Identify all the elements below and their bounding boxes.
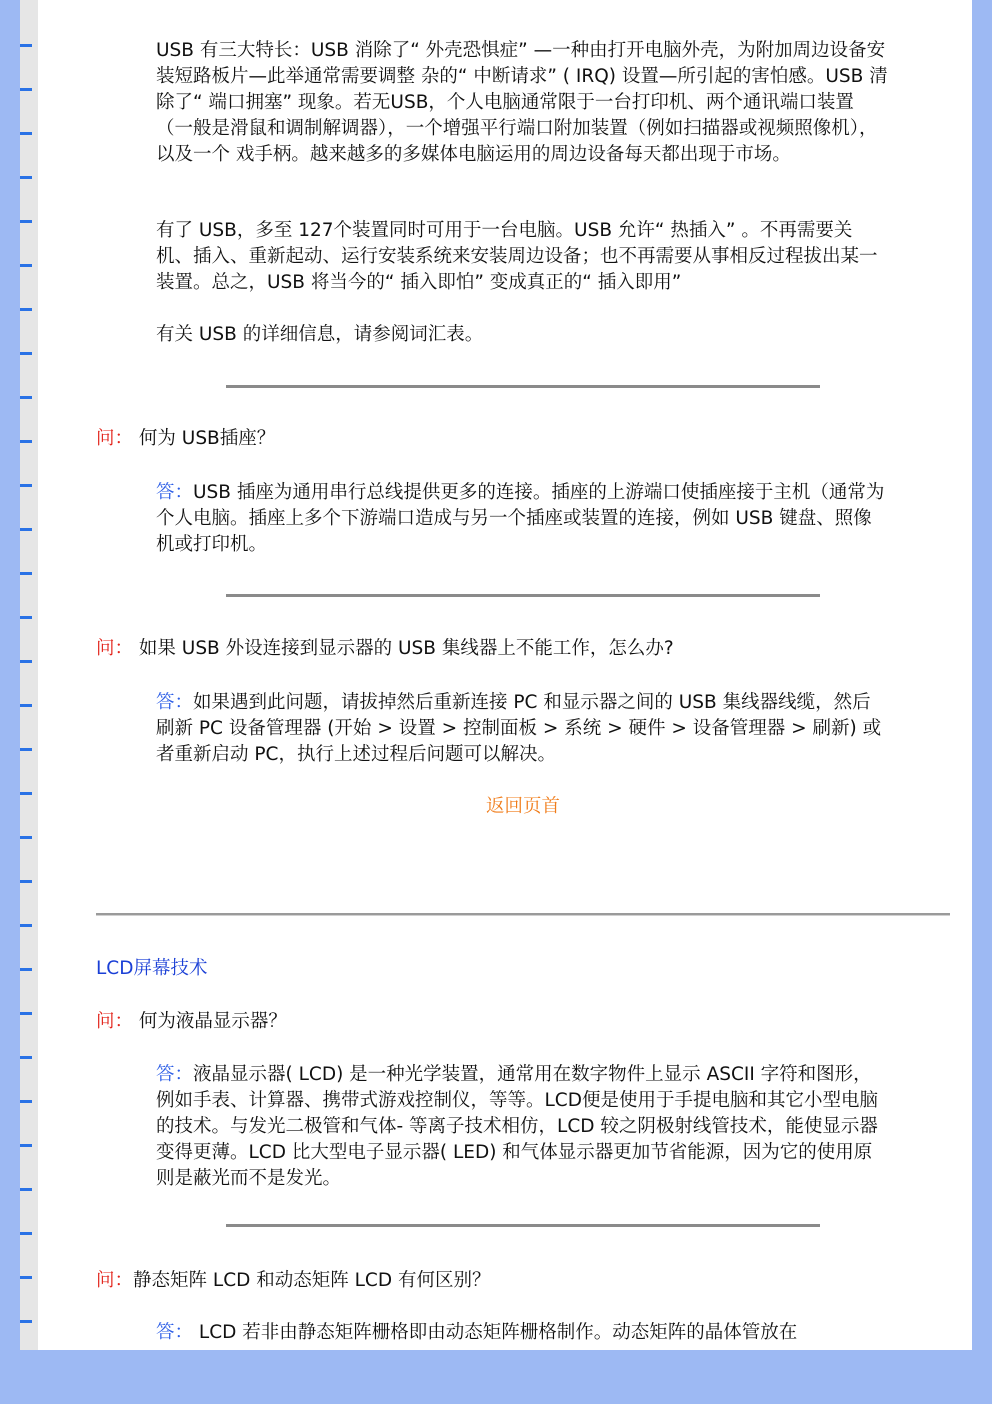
binding-tick: [20, 748, 32, 751]
question-label: 问：: [96, 638, 134, 659]
binding-tick: [20, 1320, 32, 1323]
usb-features-paragraph: USB 有三大特长：USB 消除了“ 外壳恐惧症” —一种由打开电脑外壳，为附加周边设备安装短路板片—此举通常需要调整 杂的“ 中断请求” ( IRQ) 设置—所引起的害怕感。USB 清除了“ 端口拥塞” 现象。若无USB，个人电脑通常限于一台打印机、两个通讯端口装置（一般是滑鼠和调制解调器），一个增强平行端口附加装置（例如扫描器或视频照像机），以及一个 戏手柄。越来越多的多媒体电脑运用的周边设备每天都出现于市场。: [156, 40, 888, 165]
question-text: 何为 USB插座？: [133, 428, 276, 449]
section-divider: [96, 913, 950, 916]
answer-text: USB 插座为通用串行总线提供更多的连接。插座的上游端口使插座接于主机（通常为个人电脑。插座上多个下游端口造成与另一个插座或装置的连接，例如 USB 键盘、照像机或打印机。: [156, 482, 885, 555]
lcd-section-title[interactable]: LCD屏幕技术: [96, 958, 208, 979]
question-usb-hub: [96, 426, 896, 452]
binding-tick: [20, 572, 32, 575]
back-to-top-link[interactable]: 返回页首: [485, 796, 560, 817]
binding-tick: [20, 660, 32, 663]
question-label: 问：: [96, 428, 134, 449]
usb-hot-plug-paragraph: 有了 USB，多至 127个装置同时可用于一台电脑。USB 允许“ 热插入” 。不再需要关机、插入、重新起动、运行安装系统来安装周边设备；也不再需要从事相反过程拔出某一装置。总之，USB 将当今的“ 插入即怕” 变成真正的“ 插入即用”: [156, 220, 878, 293]
binding-tick: [20, 396, 32, 399]
binding-tick: [20, 1100, 32, 1103]
binding-tick: [20, 220, 32, 223]
binding-tick: [20, 88, 32, 91]
binding-tick: [20, 968, 32, 971]
usb-glossary-paragraph: 有关 USB 的详细信息，请参阅词汇表。: [156, 324, 484, 345]
binding-tick: [20, 1012, 32, 1015]
question-what-is-lcd: [96, 1009, 896, 1035]
binding-tick: [20, 176, 32, 179]
answer-passive-active-matrix: [156, 1320, 888, 1346]
question-passive-active-matrix: [96, 1268, 896, 1294]
binding-tick: [20, 616, 32, 619]
binding-tick: [20, 132, 32, 135]
answer-what-is-lcd: [156, 1062, 888, 1192]
question-usb-peripheral: [96, 636, 896, 662]
divider: [226, 1224, 820, 1227]
divider: [226, 594, 820, 597]
answer-usb-peripheral: [156, 690, 888, 768]
binding-tick: [20, 1188, 32, 1191]
answer-text: 如果遇到此问题，请拔掉然后重新连接 PC 和显示器之间的 USB 集线器线缆，然后刷新 PC 设备管理器 (开始 > 设置 > 控制面板 > 系统 > 硬件 > 设备管理器 > 刷新) 或者重新启动 PC，执行上述过程后问题可以解决。: [156, 692, 882, 765]
binding-strip: [20, 0, 38, 1350]
question-label: 问：: [96, 1270, 134, 1291]
binding-tick: [20, 1144, 32, 1147]
question-label: 问：: [96, 1011, 134, 1032]
binding-tick: [20, 264, 32, 267]
binding-tick: [20, 1276, 32, 1279]
binding-tick: [20, 44, 32, 47]
answer-label: 答：: [156, 482, 194, 503]
binding-tick: [20, 440, 32, 443]
binding-tick: [20, 792, 32, 795]
divider: [226, 385, 820, 388]
binding-tick: [20, 924, 32, 927]
answer-text: LCD 若非由静态矩阵栅格即由动态矩阵栅格制作。动态矩阵的晶体管放在: [193, 1322, 798, 1343]
question-text: 静态矩阵 LCD 和动态矩阵 LCD 有何区别？: [133, 1270, 491, 1291]
binding-tick: [20, 836, 32, 839]
binding-tick: [20, 484, 32, 487]
binding-tick: [20, 352, 32, 355]
answer-label: 答：: [156, 1064, 194, 1085]
answer-usb-hub: [156, 480, 888, 558]
question-text: 如果 USB 外设连接到显示器的 USB 集线器上不能工作，怎么办?: [133, 638, 674, 659]
answer-label: 答：: [156, 1322, 194, 1343]
binding-tick: [20, 880, 32, 883]
binding-tick: [20, 308, 32, 311]
binding-tick: [20, 704, 32, 707]
answer-text: 液晶显示器( LCD) 是一种光学装置，通常用在数字物件上显示 ASCII 字符和图形，例如手表、计算器、携带式游戏控制仪，等等。LCD便是使用于手提电脑和其它小型电脑的技术。与发光二极管和气体- 等离子技术相仿，LCD 较之阴极射线管技术，能使显示器变得更薄。LCD 比大型电子显示器( LED) 和气体显示器更加节省能源，因为它的使用原则是蔽光而不是发光。: [156, 1064, 878, 1189]
binding-tick: [20, 1232, 32, 1235]
question-text: 何为液晶显示器？: [133, 1011, 287, 1032]
answer-label: 答：: [156, 692, 194, 713]
binding-tick: [20, 1056, 32, 1059]
binding-tick: [20, 528, 32, 531]
